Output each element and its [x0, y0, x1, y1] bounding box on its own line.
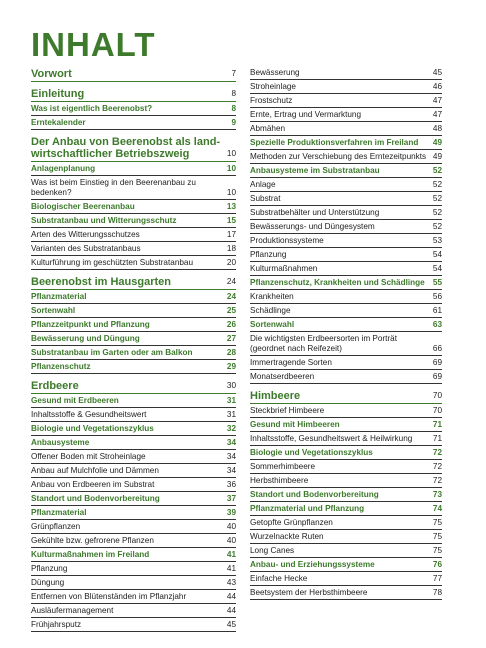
toc-chapter-entry — [31, 68, 236, 82]
toc-entry-title: Gesund mit Erdbeeren — [31, 396, 119, 405]
toc-entry-title: Inhaltsstoffe & Gesundheitswert — [31, 410, 147, 419]
toc-entry — [31, 620, 236, 632]
toc-entry-title: Inhaltsstoffe, Gesundheitswert & Heilwirkung — [250, 434, 413, 443]
toc-page-number: 63 — [432, 320, 442, 329]
toc-entry-title: Sommerhimbeere — [250, 462, 316, 471]
toc-entry — [250, 560, 442, 572]
toc-entry-title: Substratanbau im Garten oder am Balkon — [31, 348, 193, 357]
toc-entry-title: Herbsthimbeere — [250, 476, 309, 485]
toc-page-number: 9 — [231, 118, 236, 127]
toc-entry — [250, 358, 442, 370]
toc-page-number: 40 — [226, 536, 236, 545]
toc-page-number: 71 — [432, 434, 442, 443]
toc-entry-title: Anbausysteme im Substratanbau — [250, 166, 380, 175]
toc-page-number: 31 — [226, 396, 236, 405]
toc-page-number: 72 — [432, 462, 442, 471]
toc-page-number: 54 — [432, 264, 442, 273]
toc-entry — [31, 230, 236, 242]
toc-page-number: 52 — [432, 166, 442, 175]
toc-page-number: 70 — [432, 391, 442, 400]
toc-page-number: 44 — [226, 592, 236, 601]
toc-entry-title: Anbausysteme — [31, 438, 90, 447]
toc-entry — [31, 202, 236, 214]
toc-entry — [31, 592, 236, 604]
toc-page-number: 53 — [432, 236, 442, 245]
toc-entry — [250, 82, 442, 94]
toc-entry — [31, 258, 236, 270]
toc-entry — [250, 532, 442, 544]
toc-entry-title: Pflanzmaterial und Pflanzung — [250, 504, 365, 513]
toc-chapter-entry — [250, 390, 442, 404]
toc-entry-title: Grünpflanzen — [31, 522, 81, 531]
toc-entry-title: Was ist beim Einstieg in den Beerenanbau zu bedenken? — [31, 178, 196, 197]
toc-entry — [250, 278, 442, 290]
toc-entry-title: Entfernen von Blütenständen im Pflanzjahr — [31, 592, 187, 601]
toc-entry — [250, 264, 442, 276]
toc-entry — [31, 292, 236, 304]
toc-entry-title: Offener Boden mit Stroheinlage — [31, 452, 146, 461]
toc-entry-title: Biologie und Vegetationszyklus — [250, 448, 373, 457]
toc-entry-title: Frostschutz — [250, 96, 293, 105]
toc-entry — [250, 518, 442, 530]
toc-entry-title: Himbeere — [250, 390, 301, 402]
toc-entry-title: Krankheiten — [250, 292, 294, 301]
toc-column-right — [250, 68, 442, 600]
toc-page-number: 75 — [432, 518, 442, 527]
toc-entry-title: Pflanzmaterial — [31, 508, 87, 517]
toc-entry — [31, 550, 236, 562]
page-title: INHALT — [31, 26, 156, 63]
toc-page-number: 28 — [226, 348, 236, 357]
toc-page-number: 45 — [226, 620, 236, 629]
toc-entry — [250, 434, 442, 446]
toc-page-number: 37 — [226, 494, 236, 503]
toc-entry — [31, 480, 236, 492]
toc-entry-title: Stroheinlage — [250, 82, 296, 91]
toc-entry-title: Vorwort — [31, 68, 72, 80]
toc-entry — [31, 508, 236, 520]
toc-entry — [250, 574, 442, 586]
toc-page-number: 75 — [432, 532, 442, 541]
toc-entry — [250, 194, 442, 206]
toc-page-number: 15 — [226, 216, 236, 225]
toc-entry — [250, 320, 442, 332]
toc-entry — [250, 420, 442, 432]
toc-entry-title: Produktionssysteme — [250, 236, 324, 245]
toc-page-number: 61 — [432, 306, 442, 315]
toc-chapter-entry — [31, 380, 236, 394]
toc-entry-title: Ausläufermanagement — [31, 606, 114, 615]
toc-page-number: 32 — [226, 424, 236, 433]
toc-entry-title: Monatserdbeeren — [250, 372, 315, 381]
toc-entry — [250, 476, 442, 488]
toc-entry-title: Pflanzenschutz, Krankheiten und Schädlinge — [250, 278, 425, 287]
toc-entry-title: Anbau von Erdbeeren im Substrat — [31, 480, 155, 489]
toc-entry — [250, 96, 442, 108]
toc-page-number: 48 — [432, 124, 442, 133]
toc-page-number: 13 — [226, 202, 236, 211]
toc-entry — [250, 208, 442, 220]
toc-entry — [31, 104, 236, 116]
toc-entry-title: Frühjahrsputz — [31, 620, 82, 629]
toc-entry — [31, 578, 236, 590]
toc-page-number: 69 — [432, 372, 442, 381]
toc-entry — [250, 110, 442, 122]
toc-page-number: 54 — [432, 250, 442, 259]
toc-entry-title: Pflanzung — [31, 564, 68, 573]
toc-page-number: 74 — [432, 504, 442, 513]
toc-entry-title: Kulturmaßnahmen im Freiland — [31, 550, 150, 559]
toc-entry — [250, 250, 442, 262]
toc-chapter-entry — [31, 136, 236, 162]
toc-page-number: 17 — [226, 230, 236, 239]
toc-entry-title: Ernte, Ertrag und Vermarktung — [250, 110, 362, 119]
toc-entry — [250, 504, 442, 516]
toc-entry — [250, 138, 442, 150]
toc-entry-title: Der Anbau von Beerenobst als land-wirtschaftlicher Betriebszweig — [31, 136, 221, 160]
toc-page-number: 66 — [432, 344, 442, 353]
toc-page-number: 52 — [432, 194, 442, 203]
toc-entry-title: Standort und Bodenvorbereitung — [31, 494, 160, 503]
toc-entry — [250, 306, 442, 318]
toc-page-number: 20 — [226, 258, 236, 267]
toc-entry-title: Kulturmaßnahmen — [250, 264, 318, 273]
toc-page-number: 34 — [226, 466, 236, 475]
toc-page-number: 73 — [432, 490, 442, 499]
toc-entry-title: Substrat — [250, 194, 281, 203]
toc-page-number: 31 — [226, 410, 236, 419]
toc-entry — [31, 348, 236, 360]
toc-page-number: 69 — [432, 358, 442, 367]
toc-entry — [250, 180, 442, 192]
toc-entry — [250, 588, 442, 600]
toc-entry-title: Düngung — [31, 578, 65, 587]
toc-entry-title: Getopfte Grünpflanzen — [250, 518, 333, 527]
toc-page-number: 49 — [432, 152, 442, 161]
toc-entry — [31, 452, 236, 464]
toc-entry-title: Spezielle Produktionsverfahren im Freiland — [250, 138, 419, 147]
toc-entry-title: Die wichtigsten Erdbeersorten im Porträt (geordnet nach Reifezeit) — [250, 334, 397, 353]
toc-entry — [250, 166, 442, 178]
toc-entry-title: Varianten des Substratanbaus — [31, 244, 141, 253]
toc-entry-title: Anlage — [250, 180, 276, 189]
toc-entry-title: Sortenwahl — [250, 320, 295, 329]
toc-entry — [250, 490, 442, 502]
toc-entry-title: Wurzelnackte Ruten — [250, 532, 324, 541]
toc-entry-title: Gekühlte bzw. gefrorene Pflanzen — [31, 536, 154, 545]
toc-entry-title: Anbau- und Erziehungssysteme — [250, 560, 375, 569]
toc-entry-title: Pflanzmaterial — [31, 292, 87, 301]
toc-page-number: 47 — [432, 110, 442, 119]
toc-entry — [31, 178, 236, 200]
toc-entry — [31, 606, 236, 618]
toc-page-number: 76 — [432, 560, 442, 569]
toc-entry — [31, 410, 236, 422]
toc-page-number: 18 — [226, 244, 236, 253]
toc-entry — [250, 292, 442, 304]
toc-page-number: 41 — [226, 550, 236, 559]
toc-entry-title: Long Canes — [250, 546, 295, 555]
toc-entry — [31, 216, 236, 228]
toc-page-number: 40 — [226, 522, 236, 531]
toc-page-number: 52 — [432, 222, 442, 231]
toc-entry-title: Pflanzung — [250, 250, 287, 259]
toc-entry — [31, 396, 236, 408]
toc-page-number: 24 — [226, 292, 236, 301]
toc-page-number: 70 — [432, 406, 442, 415]
toc-entry — [31, 522, 236, 534]
toc-entry — [31, 438, 236, 450]
toc-page-number: 30 — [226, 381, 236, 390]
toc-entry-title: Erdbeere — [31, 380, 79, 392]
toc-page-number: 47 — [432, 96, 442, 105]
toc-page-number: 78 — [432, 588, 442, 597]
toc-page-number: 72 — [432, 448, 442, 457]
toc-column-left — [31, 68, 236, 632]
toc-page-number: 8 — [231, 89, 236, 98]
toc-entry — [31, 164, 236, 176]
toc-entry-title: Methoden zur Verschiebung des Erntezeitpunkts — [250, 152, 427, 161]
toc-entry-title: Beetsystem der Herbsthimbeere — [250, 588, 368, 597]
toc-entry-title: Anlagenplanung — [31, 164, 96, 173]
toc-page-number: 72 — [432, 476, 442, 485]
toc-page-number: 52 — [432, 180, 442, 189]
toc-entry-title: Standort und Bodenvorbereitung — [250, 490, 379, 499]
toc-entry — [31, 334, 236, 346]
toc-entry — [31, 306, 236, 318]
toc-entry-title: Was ist eigentlich Beerenobst? — [31, 104, 153, 113]
toc-page-number: 39 — [226, 508, 236, 517]
toc-entry-title: Beerenobst im Hausgarten — [31, 276, 171, 288]
toc-entry — [31, 424, 236, 436]
toc-entry-title: Schädlinge — [250, 306, 291, 315]
toc-entry-title: Bewässerungs- und Düngesystem — [250, 222, 375, 231]
toc-chapter-entry — [31, 276, 236, 290]
toc-page-number: 49 — [432, 138, 442, 147]
toc-page-number: 29 — [226, 362, 236, 371]
toc-entry — [31, 118, 236, 130]
toc-entry — [31, 494, 236, 506]
toc-page-number: 56 — [432, 292, 442, 301]
toc-page-number: 25 — [226, 306, 236, 315]
toc-page-number: 34 — [226, 452, 236, 461]
toc-entry — [31, 564, 236, 576]
toc-entry — [250, 152, 442, 164]
toc-page-number: 36 — [226, 480, 236, 489]
toc-entry — [250, 546, 442, 558]
toc-entry-title: Steckbrief Himbeere — [250, 406, 325, 415]
toc-entry — [250, 406, 442, 418]
toc-page-number: 44 — [226, 606, 236, 615]
toc-entry — [250, 372, 442, 384]
toc-page-number: 43 — [226, 578, 236, 587]
toc-page-number: 71 — [432, 420, 442, 429]
toc-entry-title: Kulturführung im geschützten Substratanbau — [31, 258, 194, 267]
toc-entry — [250, 222, 442, 234]
toc-page-number: 46 — [432, 82, 442, 91]
toc-page-number: 45 — [432, 68, 442, 77]
toc-entry-title: Anbau auf Mulchfolie und Dämmen — [31, 466, 159, 475]
toc-entry — [250, 448, 442, 460]
toc-entry-title: Substratanbau und Witterungsschutz — [31, 216, 177, 225]
toc-entry-title: Einleitung — [31, 88, 85, 100]
toc-page-number: 55 — [432, 278, 442, 287]
toc-entry-title: Pflanzzeitpunkt und Pflanzung — [31, 320, 150, 329]
toc-page-number: 24 — [226, 277, 236, 286]
toc-entry-title: Sortenwahl — [31, 306, 76, 315]
toc-page-number: 10 — [226, 164, 236, 173]
toc-entry-title: Biologischer Beerenanbau — [31, 202, 135, 211]
toc-entry-title: Substratbehälter und Unterstützung — [250, 208, 380, 217]
toc-page-number: 77 — [432, 574, 442, 583]
toc-entry-title: Abmähen — [250, 124, 286, 133]
toc-page-number: 27 — [226, 334, 236, 343]
toc-page-number: 34 — [226, 438, 236, 447]
toc-entry-title: Biologie und Vegetationszyklus — [31, 424, 154, 433]
toc-entry — [31, 244, 236, 256]
toc-entry-title: Arten des Witterungsschutzes — [31, 230, 140, 239]
toc-page-number: 26 — [226, 320, 236, 329]
toc-page-number: 75 — [432, 546, 442, 555]
toc-page-number: 10 — [226, 149, 236, 158]
toc-entry — [31, 320, 236, 332]
toc-entry-title: Einfache Hecke — [250, 574, 308, 583]
toc-page-number: 52 — [432, 208, 442, 217]
toc-page-number: 41 — [226, 564, 236, 573]
toc-entry-title: Pflanzenschutz — [31, 362, 91, 371]
toc-entry — [250, 236, 442, 248]
toc-entry — [250, 334, 442, 356]
toc-entry-title: Bewässerung und Düngung — [31, 334, 140, 343]
toc-entry — [31, 536, 236, 548]
toc-entry — [250, 68, 442, 80]
toc-entry — [31, 362, 236, 374]
toc-chapter-entry — [31, 88, 236, 102]
toc-entry-title: Gesund mit Himbeeren — [250, 420, 340, 429]
toc-entry — [250, 462, 442, 474]
toc-entry-title: Immertragende Sorten — [250, 358, 332, 367]
toc-entry-title: Erntekalender — [31, 118, 86, 127]
toc-entry-title: Bewässerung — [250, 68, 300, 77]
toc-page-number: 7 — [231, 69, 236, 78]
toc-entry — [31, 466, 236, 478]
toc-page-number: 8 — [231, 104, 236, 113]
toc-entry — [250, 124, 442, 136]
toc-page-number: 10 — [226, 188, 236, 197]
